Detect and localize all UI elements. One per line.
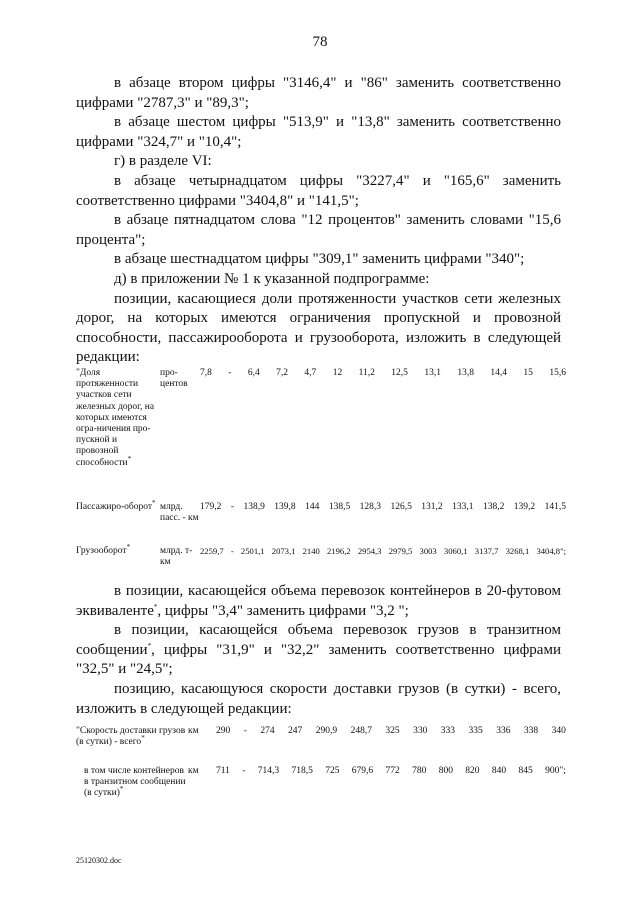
cell: 338 [523,726,539,736]
cell: 138,2 [482,502,505,512]
indicator-table-2 [76,726,566,816]
cell: 335 [468,726,483,736]
cell: 3003 [419,546,437,556]
cell: 15,6 [549,368,566,378]
row-label: в том числе контейнеров в транзитном сообщении (в сутки)* [84,766,186,799]
cell: 139,2 [513,502,536,512]
cell: 12 [332,368,343,378]
row-unit: млрд. т-км [160,546,193,568]
cell: 333 [440,726,456,736]
row-values [200,368,566,379]
paragraph: в позиции, касающейся объема перевозок контейнеров в 20-футовом эквиваленте*, цифры "3,4" заменить цифрами "3,2 "; [76,583,561,619]
cell: 845 [518,766,533,776]
paragraph: в абзаце шестнадцатом цифры "309,1" заменить цифрами "340"; [114,251,525,268]
cell: 11,2 [358,368,375,378]
row-values [200,502,566,513]
cell: 2259,7 [200,546,224,556]
page-number: 78 [312,34,328,50]
cell: 290,9 [315,726,338,736]
cell: 274 [260,726,275,736]
paragraph: в позиции, касающейся объема перевозок грузов в транзитном сообщении*, цифры "31,9" и "32,2" заменить соответственно цифрами "32,5" и "24,5"; [76,622,561,678]
cell: - [230,502,234,512]
cell: 138,5 [328,502,351,512]
paragraph: в абзаце втором цифры "3146,4" и "86" заменить соответственно цифрами "2787,3" и "89,3"; [76,75,561,111]
row-unit: про-центов [160,368,188,390]
cell: 14,4 [490,368,508,378]
cell: 126,5 [390,502,412,512]
cell: 2501,1 [240,546,265,556]
row-values [216,766,566,777]
row-unit: км [188,726,199,736]
cell: 820 [465,766,480,776]
paragraph: позиции, касающиеся доли протяженности участков сети железных дорог, на которых имеются ограничения пропускной и провозной способности, пассажирооборота и грузооборота, изложить в следующей редакции: [76,290,561,366]
cell: 13,8 [457,368,474,378]
body-text-middle [76,582,561,719]
cell: 144 [305,502,320,512]
cell: 679,6 [351,766,374,776]
cell: 772 [385,766,400,776]
table-row [76,498,566,546]
row-label: Пассажиро-оборот* [76,498,156,512]
cell: 3137,7 [474,546,499,556]
table-row [76,726,566,766]
paragraph: г) в разделе VI: [114,153,212,170]
paragraph: в абзаце пятнадцатом слова "12 процентов" заменить словами "15,6 процента"; [76,212,561,248]
cell: 780 [412,766,427,776]
cell: 800 [438,766,453,776]
cell: 139,8 [274,502,296,512]
cell: 2954,3 [357,546,382,556]
cell: 247 [288,726,303,736]
file-name-footer: 25120302.doc [76,856,122,865]
cell: 3268,1 [505,546,530,556]
row-label: Грузооборот* [76,542,131,556]
row-values [216,726,566,737]
body-text-top [76,74,561,368]
row-values [200,546,566,557]
cell: 2073,1 [271,546,296,556]
paragraph: в абзаце шестом цифры "513,9" и "13,8" заменить соответственно цифрами "324,7" и "10,4"; [76,114,561,150]
paragraph: д) в приложении № 1 к указанной подпрограмме: [114,270,430,287]
cell: - [243,726,247,736]
cell: 179,2 [200,502,222,512]
cell: 2196,2 [327,546,351,556]
paragraph: в абзаце четырнадцатом цифры "3227,4" и "165,6" заменить соответственно цифрами "3404,8" и "141,5"; [76,172,561,209]
cell: - [242,766,246,776]
table-row [76,368,566,502]
cell: 138,9 [243,502,265,512]
cell: 840 [491,766,507,776]
cell: 725 [325,766,340,776]
cell: 6,4 [247,368,260,378]
indicator-table-1 [76,368,566,576]
cell: 133,1 [452,502,474,512]
cell: 4,7 [304,368,317,378]
cell: 15 [523,368,533,378]
cell: 325 [385,726,400,736]
cell: 7,8 [200,368,212,378]
cell: 7,2 [276,368,289,378]
cell: 330 [413,726,428,736]
cell: - [230,546,234,556]
cell: 131,2 [421,502,443,512]
cell: 12,5 [391,368,408,378]
cell: 714,3 [257,766,280,776]
table-row [76,542,566,576]
row-label: "Доля протяженности участков сети железных дорог, на которых имеются огра-ничения про-пускной и провозной способности* [76,368,155,468]
cell: 248,7 [350,726,372,736]
cell: 340 [551,726,566,736]
table-row [76,766,566,816]
cell: 3404,8"; [536,546,566,556]
cell: - [228,368,232,378]
cell: 718,5 [291,766,313,776]
cell: 336 [496,726,511,736]
cell: 2140 [302,546,320,556]
cell: 141,5 [544,502,566,512]
cell: 128,3 [359,502,382,512]
row-unit: км [188,766,199,776]
cell: 711 [216,766,230,776]
cell: 900"; [545,766,566,776]
cell: 13,1 [424,368,441,378]
cell: 3060,1 [443,546,468,556]
paragraph: позицию, касающуюся скорости доставки грузов (в сутки) - всего, изложить в следующей редакции: [76,680,561,717]
row-label: "Скорость доставки грузов (в сутки) - всего* [76,726,186,748]
cell: 290 [216,726,231,736]
cell: 2979,5 [388,546,413,556]
row-unit: млрд. пасс. - км [160,502,199,524]
